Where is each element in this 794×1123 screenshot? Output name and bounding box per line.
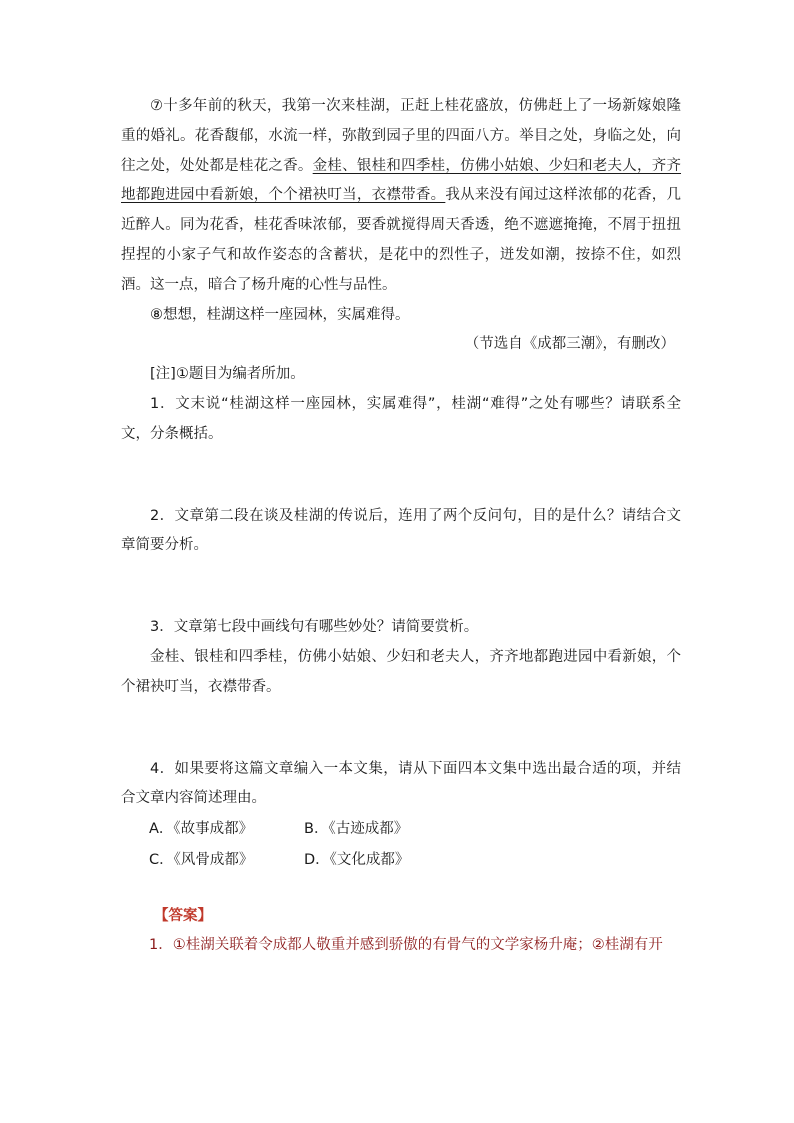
paragraph-7 — [121, 92, 681, 301]
question-3-quote: 金桂、银桂和四季桂，仿佛小姑娘、少妇和老夫人，齐齐地都跑进园中看新娘，个个裙袂叮当，衣襟带香。 — [121, 648, 681, 695]
option-d: D．《文化成都》 — [304, 852, 410, 869]
question-4-options — [121, 814, 681, 876]
answer-label: 【答案】 — [154, 908, 212, 925]
source-citation: （节选自《成都三潮》，有删改） — [464, 336, 675, 353]
question-4: 4．如果要将这篇文章编入一本文集，请从下面四本文集中选出最合适的项，并结合文章内容简述理由。 — [121, 760, 681, 807]
paragraph-7-text: ⑦十多年前的秋天，我第一次来桂湖，正赶上桂花盛放，仿佛赶上了一场新嫁娘隆重的婚礼。花香馥郁，水流一样，弥散到园子里的四面八方。举目之处，身临之处，向往之处，处处都是桂花之香。 — [121, 98, 681, 174]
option-a: A．《故事成都》 — [149, 821, 254, 838]
question-1: 1．文末说“桂湖这样一座园林，实属难得”，桂湖“难得”之处有哪些？请联系全文，分条概括。 — [121, 395, 681, 442]
paragraph-8: ⑧想想，桂湖这样一座园林，实属难得。 — [150, 306, 410, 323]
answer-line-1: 1．①桂湖关联着令成都人敬重并感到骄傲的有骨气的文学家杨升庵；②桂湖有开 — [149, 937, 663, 954]
option-b: B．《古迹成都》 — [304, 821, 409, 838]
question-2: 2．文章第二段在谈及桂湖的传说后，连用了两个反问句，目的是什么？请结合文章简要分析。 — [121, 507, 681, 554]
editor-note: [注]①题目为编者所加。 — [150, 366, 305, 383]
paragraph-7-text-cont: 我从来没有闻过这样浓郁的花香，几近醉人。同为花香，桂花香味浓郁，要香就搅得周天香透，绝不遮遮掩掩，不屑于扭扭捏捏的小家子气和故作姿态的含蓄状，是花中的烈性子，迸发如潮，按捺不住，如烈酒。这一点，暗合了杨升庵的心性与品性。 — [121, 187, 682, 293]
underlined-sentence: 金桂、银桂和四季桂，仿佛小姑娘、少妇和老夫人，齐齐地都跑进园中看新娘，个个裙袂叮当，衣襟带香。 — [121, 157, 682, 204]
question-3: 3．文章第七段中画线句有哪些妙处？请简要赏析。 — [150, 619, 479, 636]
document-page — [121, 92, 681, 960]
option-c: C．《风骨成都》 — [149, 852, 254, 869]
